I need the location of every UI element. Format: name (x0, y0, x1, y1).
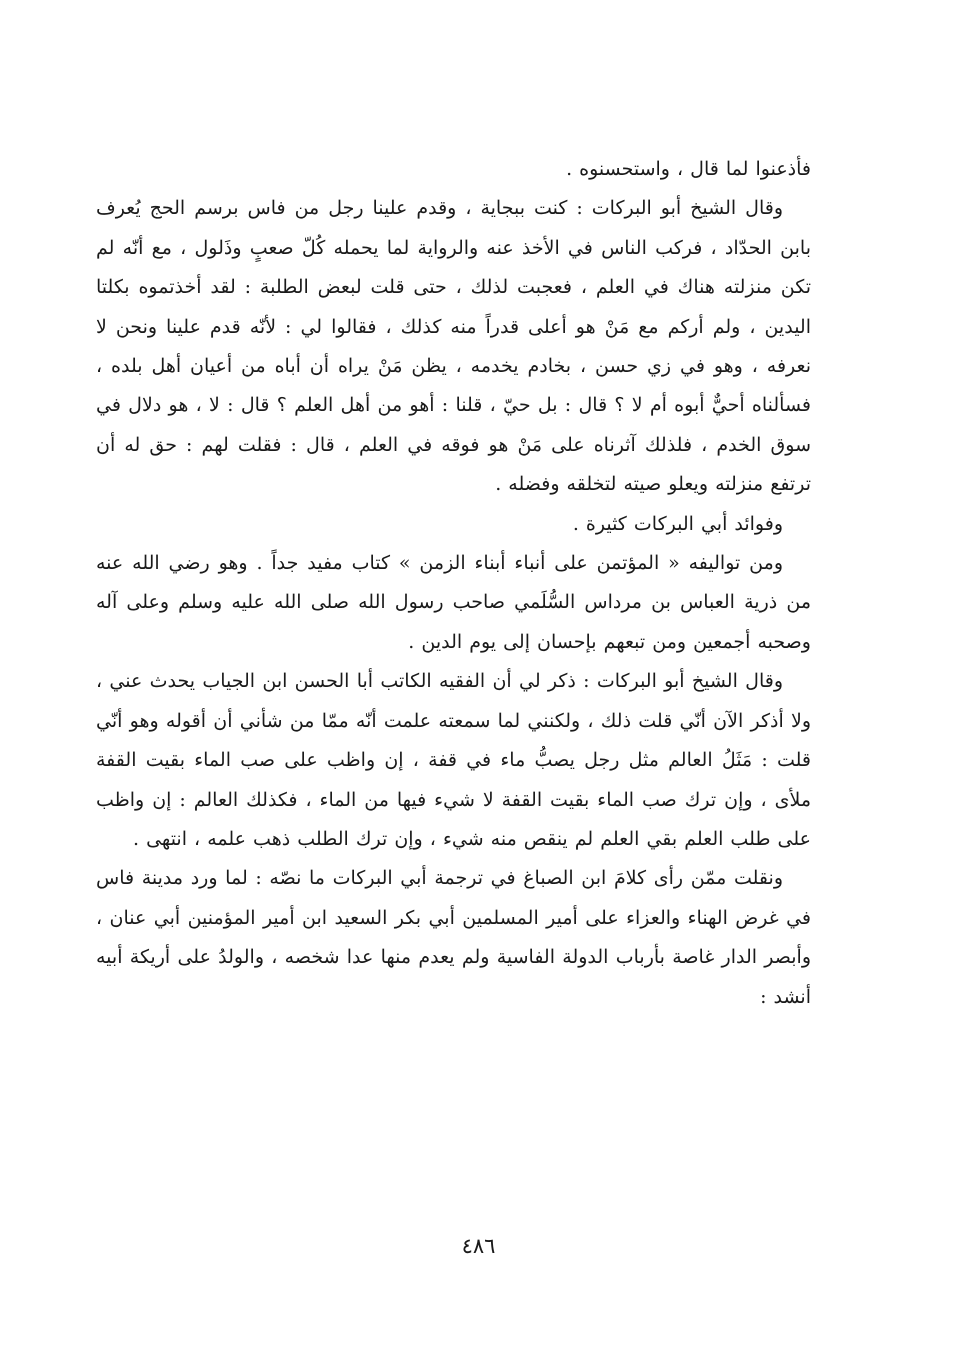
paragraph: فأذعنوا لما قال ، واستحسنوه . (566, 158, 811, 180)
body-text (96, 150, 811, 1017)
page-number: ٤٨٦ (461, 1234, 496, 1258)
paragraph: وفوائد أبي البركات كثيرة . (572, 512, 783, 535)
paragraph: وقال الشيخ أبو البركات : كنت ببجاية ، وقدم علينا رجل من فاس برسم الحج يُعرف بابن الحدّاد ، فركب الناس في الأخذ عنه والرواية لما يحمله كُلّ صعبٍ وذَلول ، مع أنّه لم تكن منزلته هناك في العلم ، فعجبت لذلك ، حتى قلت لبعض الطلبة : لقد أخذتموه بكلتا اليدين ، ولم أركم مع مَنْ هو أعلى قدراً منه كذلك ، فقالوا لي : لأنّه قدم علينا ونحن لا نعرفه ، وهو في زي حسن ، بخادم يخدمه ، يظن مَنْ يراه أن أباه من أعيان أهل بلده ، فسألناه أحيٌّ أبوه أم لا ؟ قال : بل حيّ ، قلنا : أهو من أهل العلم ؟ قال : لا ، هو دلال في سوق الخدم ، فلذلك آثرناه على مَنْ هو فوقه في العلم ، قال : فقلت لهم : حق له أن ترتفع منزلته ويعلو صيته لتخلقه وفضله . (96, 197, 811, 496)
paragraph: وقال الشيخ أبو البركات : ذكر لي أن الفقيه الكاتب أبا الحسن ابن الجياب يحدث عني ، ولا أذكر الآن أنّي قلت ذلك ، ولكنني لما سمعته علمت أنّه ممّا من شأني أن أقوله وهو أنّي قلت : مَثَلُ العالم مثل رجل يصبُّ ماء في قفة ، إن واظب على صب الماء بقيت القفة ملأى ، وإن ترك صب الماء بقيت القفة لا شيء فيها من الماء ، فكذلك العالم : إن واظب على طلب العلم بقي العلم لم ينقص منه شيء ، وإن ترك الطلب ذهب علمه ، انتهى . (96, 670, 811, 850)
paragraph: ومن تواليفه « المؤتمن على أنباء أبناء الزمن » كتاب مفيد جداً . وهو رضي الله عنه من ذرية العباس بن مرداس السُّلَمي صاحب رسول الله صلى الله عليه وسلم وعلى آله وصحبه أجمعين ومن تبعهم بإحسان إلى يوم الدين . (96, 552, 811, 653)
paragraph: ونقلت ممّن رأى كلامَ ابن الصباغ في ترجمة أبي البركات ما نصّه : لما ورد مدينة فاس في غرض الهناء والعزاء على أمير المسلمين أبي بكر السعيد ابن أمير المؤمنين أبي عنان ، وأبصر الدار غاصة بأرباب الدولة الفاسية ولم يعدم منها عدا شخصه ، والولدُ على أريكة أبيه أنشد : (96, 867, 811, 1008)
